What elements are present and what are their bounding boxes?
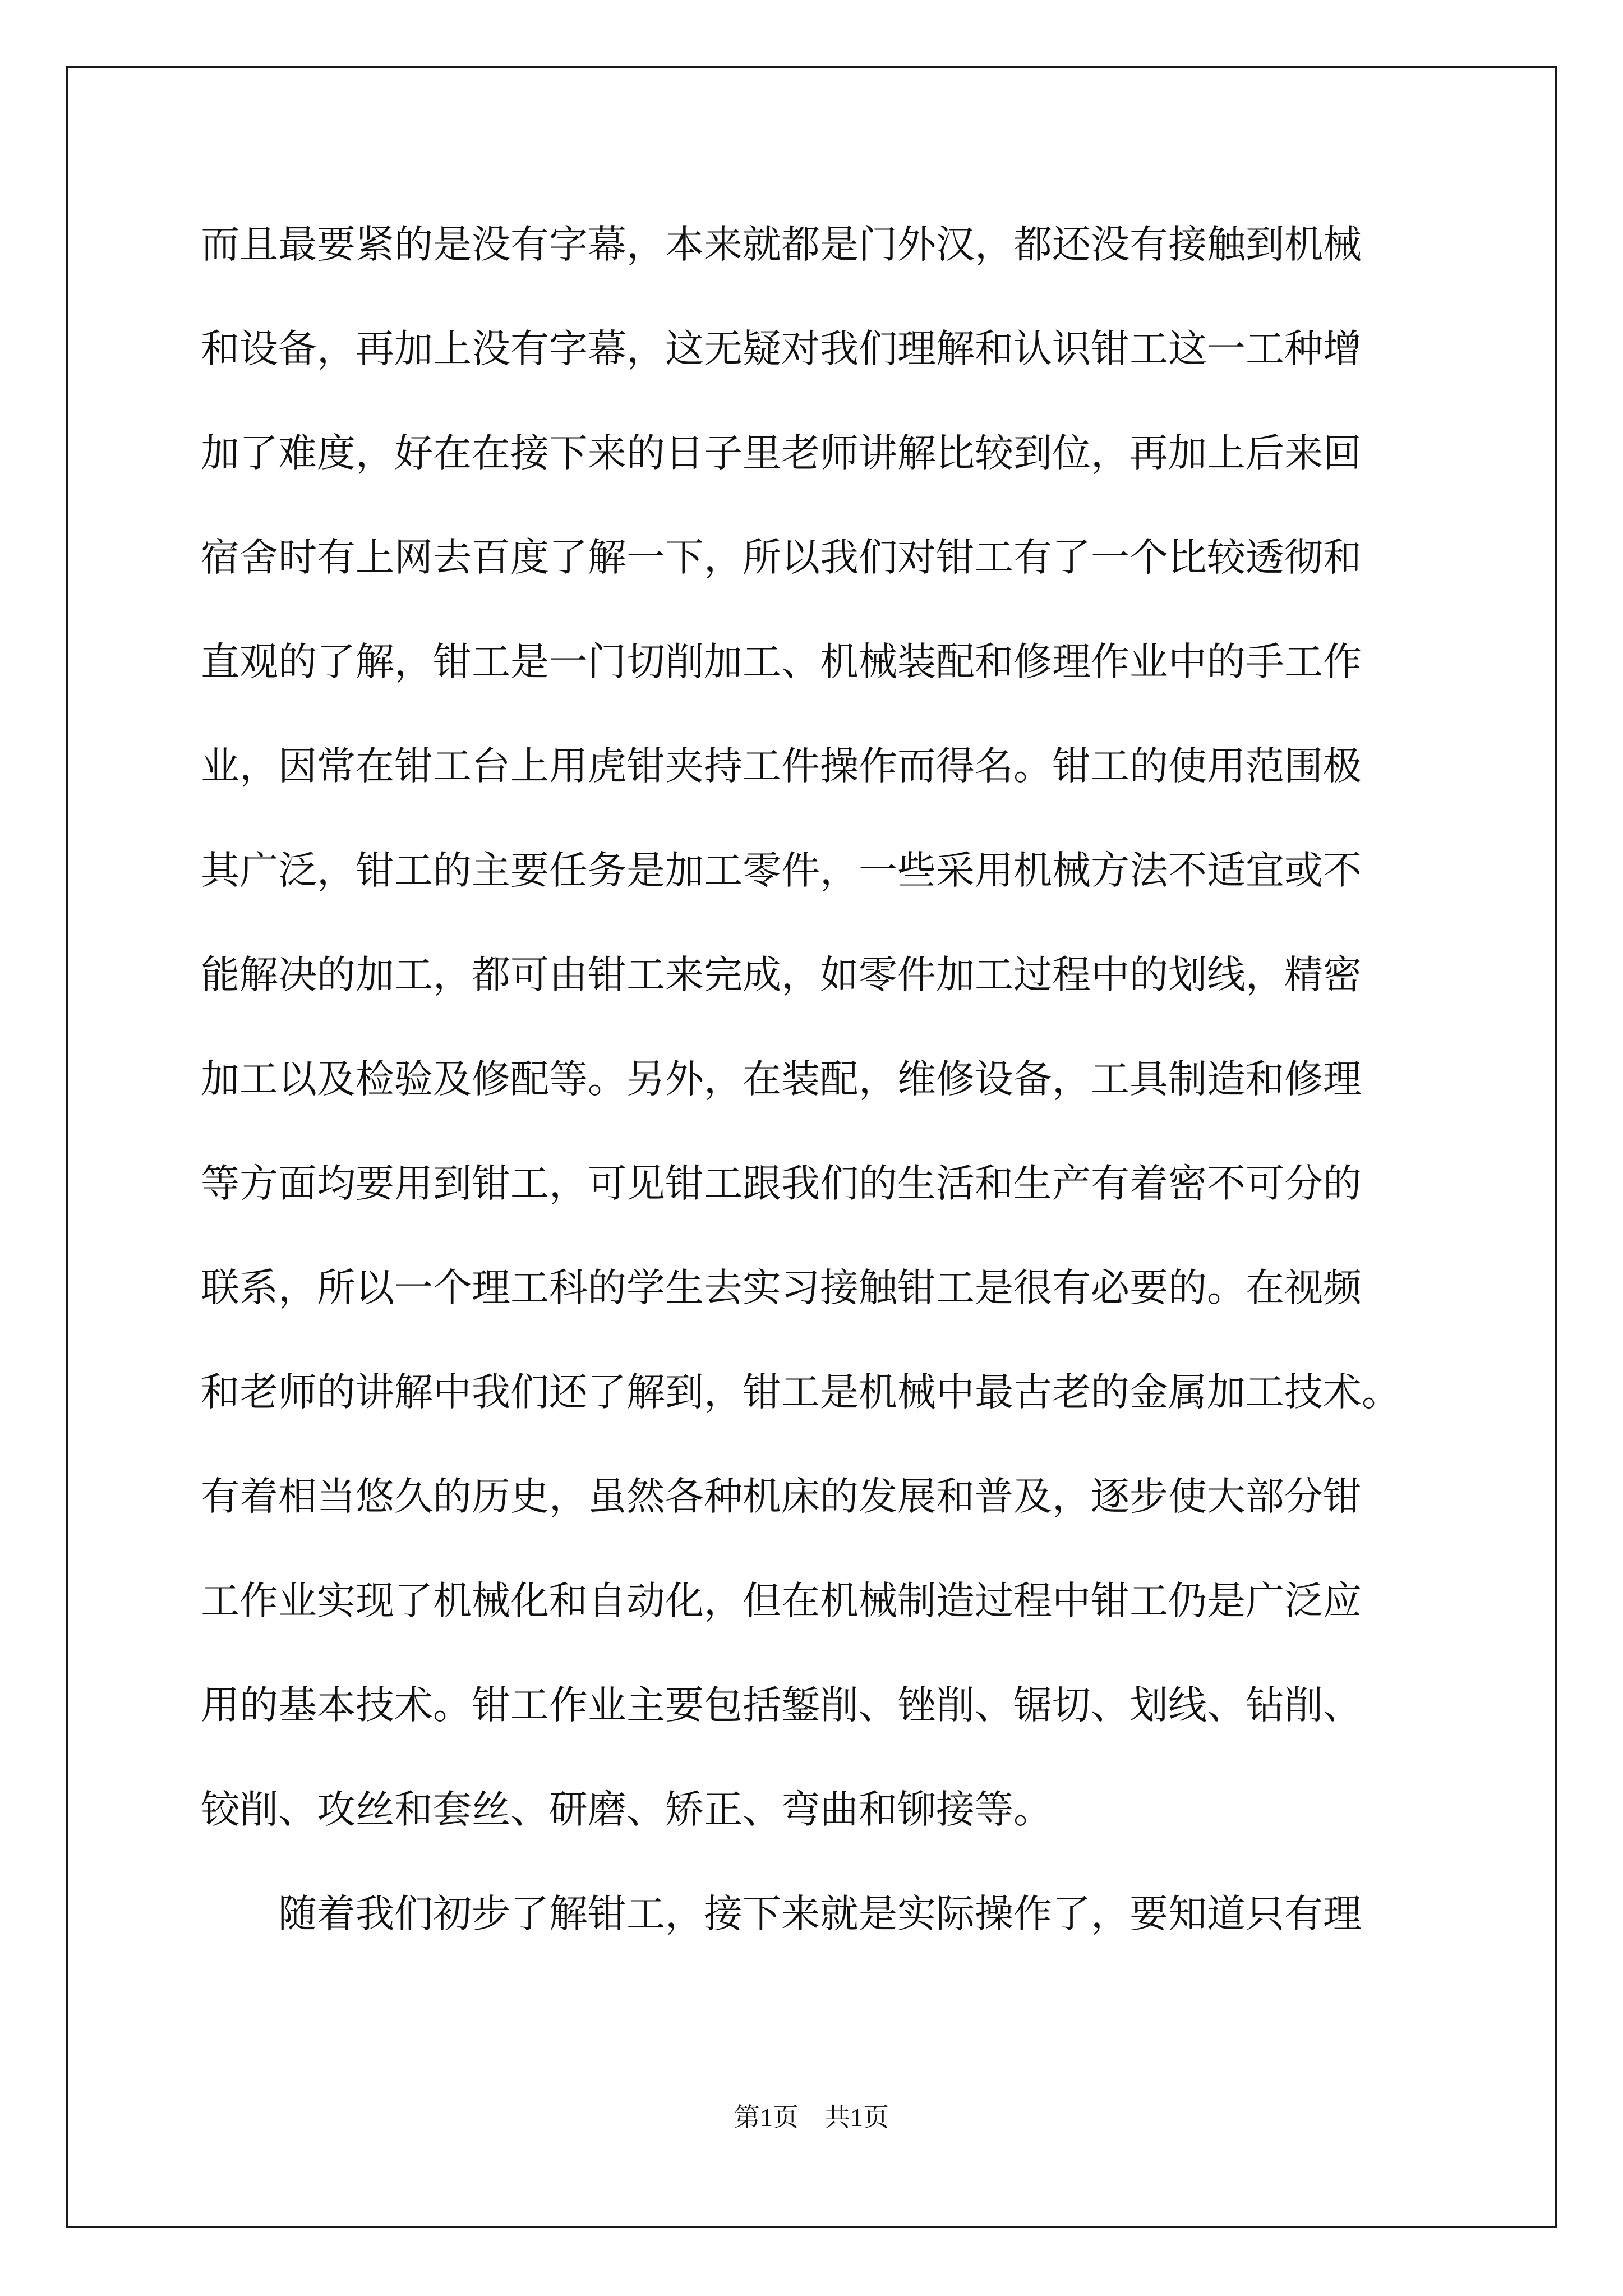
body-line-11: 联系，所以一个理工科的学生去实习接触钳工是很有必要的。在视频 — [201, 1266, 1362, 1310]
body-line-5: 直观的了解，钳工是一门切削加工、机械装配和修理作业中的手工作 — [201, 639, 1362, 684]
body-line-1: 而且最要紧的是没有字幕，本来就都是门外汉，都还没有接触到机械 — [201, 222, 1362, 267]
body-line-14: 工作业实现了机械化和自动化，但在机械制造过程中钳工仍是广泛应 — [201, 1579, 1362, 1623]
body-line-8: 能解决的加工，都可由钳工来完成，如零件加工过程中的划线，精密 — [201, 953, 1362, 997]
body-line-7: 其广泛，钳工的主要任务是加工零件，一些采用机械方法不适宜或不 — [201, 848, 1362, 893]
body-line-2: 和设备，再加上没有字幕，这无疑对我们理解和认识钳工这一工种增 — [201, 326, 1362, 371]
body-line-4: 宿舍时有上网去百度了解一下，所以我们对钳工有了一个比较透彻和 — [201, 535, 1362, 580]
document-body — [201, 222, 1457, 1999]
body-line-16: 铰削、攻丝和套丝、研磨、矫正、弯曲和铆接等。 — [201, 1787, 1052, 1832]
body-line-10: 等方面均要用到钳工，可见钳工跟我们的生活和生产有着密不可分的 — [201, 1161, 1362, 1206]
page-number-footer: 第1页 共1页 — [734, 2103, 889, 2132]
body-line-15: 用的基本技术。钳工作业主要包括錾削、锉削、锯切、划线、钻削、 — [201, 1683, 1362, 1728]
paragraph-2-line-1: 随着我们初步了解钳工，接下来就是实际操作了，要知道只有理 — [278, 1892, 1362, 1936]
body-line-9: 加工以及检验及修配等。另外，在装配，维修设备，工具制造和修理 — [201, 1057, 1362, 1102]
body-line-3: 加了难度，好在在接下来的日子里老师讲解比较到位，再加上后来回 — [201, 431, 1362, 476]
body-line-13: 有着相当悠久的历史，虽然各种机床的发展和普及，逐步使大部分钳 — [201, 1474, 1362, 1519]
body-line-12: 和老师的讲解中我们还了解到，钳工是机械中最古老的金属加工技术。 — [201, 1370, 1400, 1415]
body-line-6: 业，因常在钳工台上用虎钳夹持工件操作而得名。钳工的使用范围极 — [201, 744, 1362, 789]
